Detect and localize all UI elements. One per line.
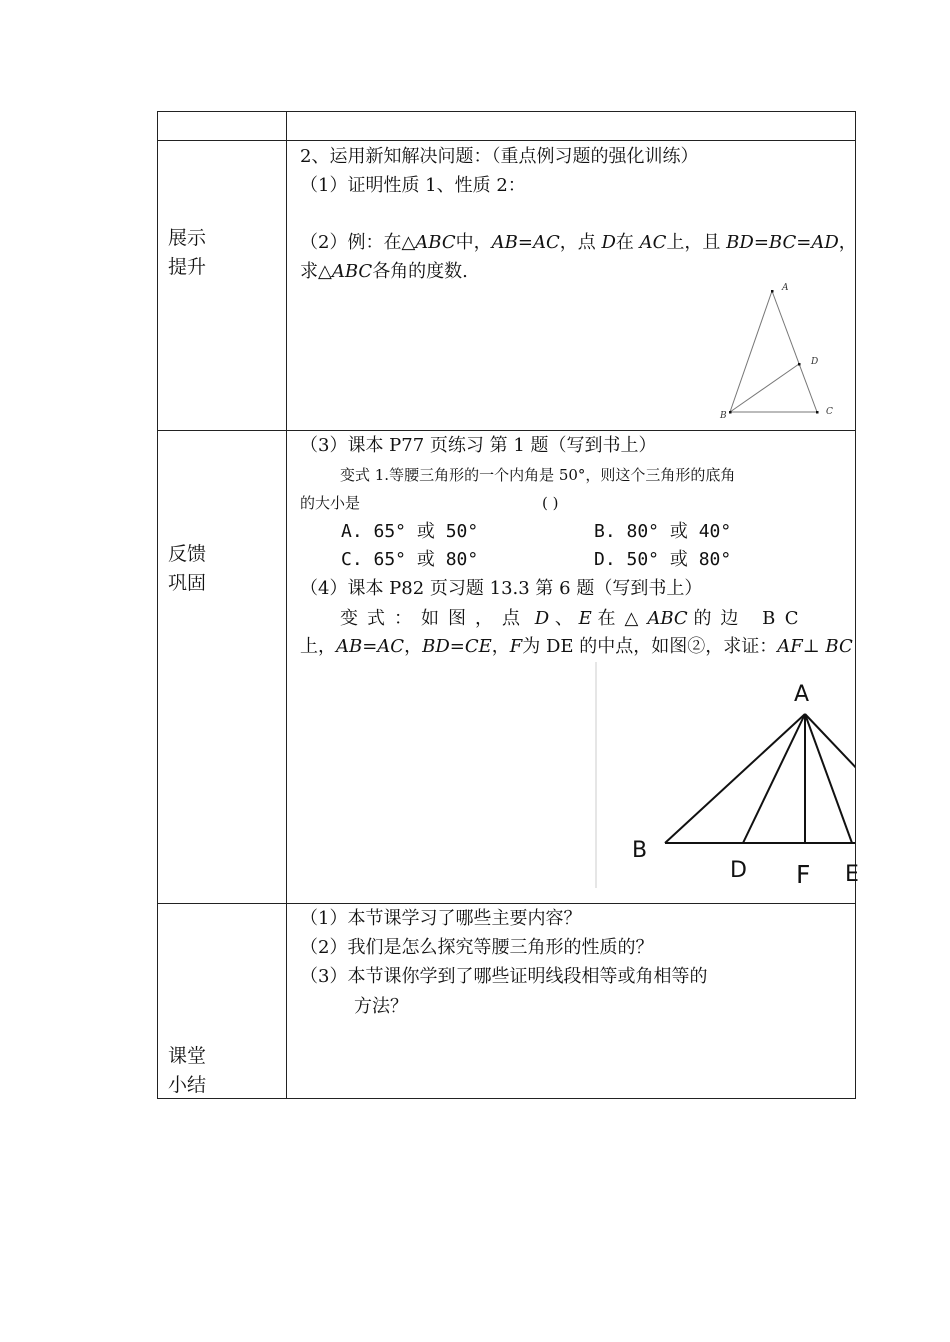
s3-q1: （1）本节课学习了哪些主要内容？ [300,908,582,929]
label-line-2: 小结 [168,1074,207,1096]
fig2-label-b: B [632,838,648,863]
s3-q3: （3）本节课你学到了哪些证明线段相等或角相等的 [300,966,708,987]
label-line-2: 巩固 [168,572,207,594]
option-c: C. 65° 或 80° [341,549,479,570]
fig1-label-d: D [811,357,819,367]
fig1-label-a: A [782,283,789,293]
s3-q3-cont: 方法？ [354,996,408,1017]
label-line-1: 展示 [168,227,207,249]
fig2-label-e: E [845,862,859,887]
variant1-line2: 的大小是 [300,494,361,512]
s2-q4: （4）课本 P82 页习题 13.3 第 6 题（写到书上） [300,578,703,599]
s1-q2-line1: （2）例：在△ABC中，AB=AC，点 D在 AC上，且 BD=BC=AD， [300,232,857,253]
variant2-line1: 变式：如图，点 D 、 E 在△ABC 的边 BC [340,608,808,629]
label-line-1: 反馈 [168,543,207,565]
s1-q1: （1）证明性质 1、性质 2： [300,175,526,196]
label-line-2: 提升 [168,256,207,278]
fig2-label-f: F [796,860,811,889]
option-a: A. 65° 或 50° [341,521,479,542]
option-b: B. 80° 或 40° [594,521,732,542]
fig1-label-b: B [720,411,727,421]
variant2-line2: 上，AB=AC，BD=CE，F为 DE 的中点，如图②，求证：AF⊥ BC [300,636,853,657]
s3-q2: （2）我们是怎么探究等腰三角形的性质的？ [300,937,654,958]
variant1-line1: 变式 1.等腰三角形的一个内角是 50°，则这个三角形的底角 [340,466,736,484]
s1-heading: 2、运用新知解决问题：（重点例习题的强化训练） [300,146,699,167]
section-label-summary [168,1042,206,1100]
fig1-label-c: C [826,407,833,417]
variant1-blank: ( ) [542,494,559,512]
option-d: D. 50° 或 80° [594,549,732,570]
fig2-label-d: D [730,858,747,883]
label-line-1: 课堂 [168,1045,207,1067]
s2-q3: （3）课本 P77 页练习 第 1 题（写到书上） [300,435,657,456]
s1-q2-line2: 求△ABC各角的度数. [300,261,468,282]
fig2-label-a: A [794,682,810,707]
